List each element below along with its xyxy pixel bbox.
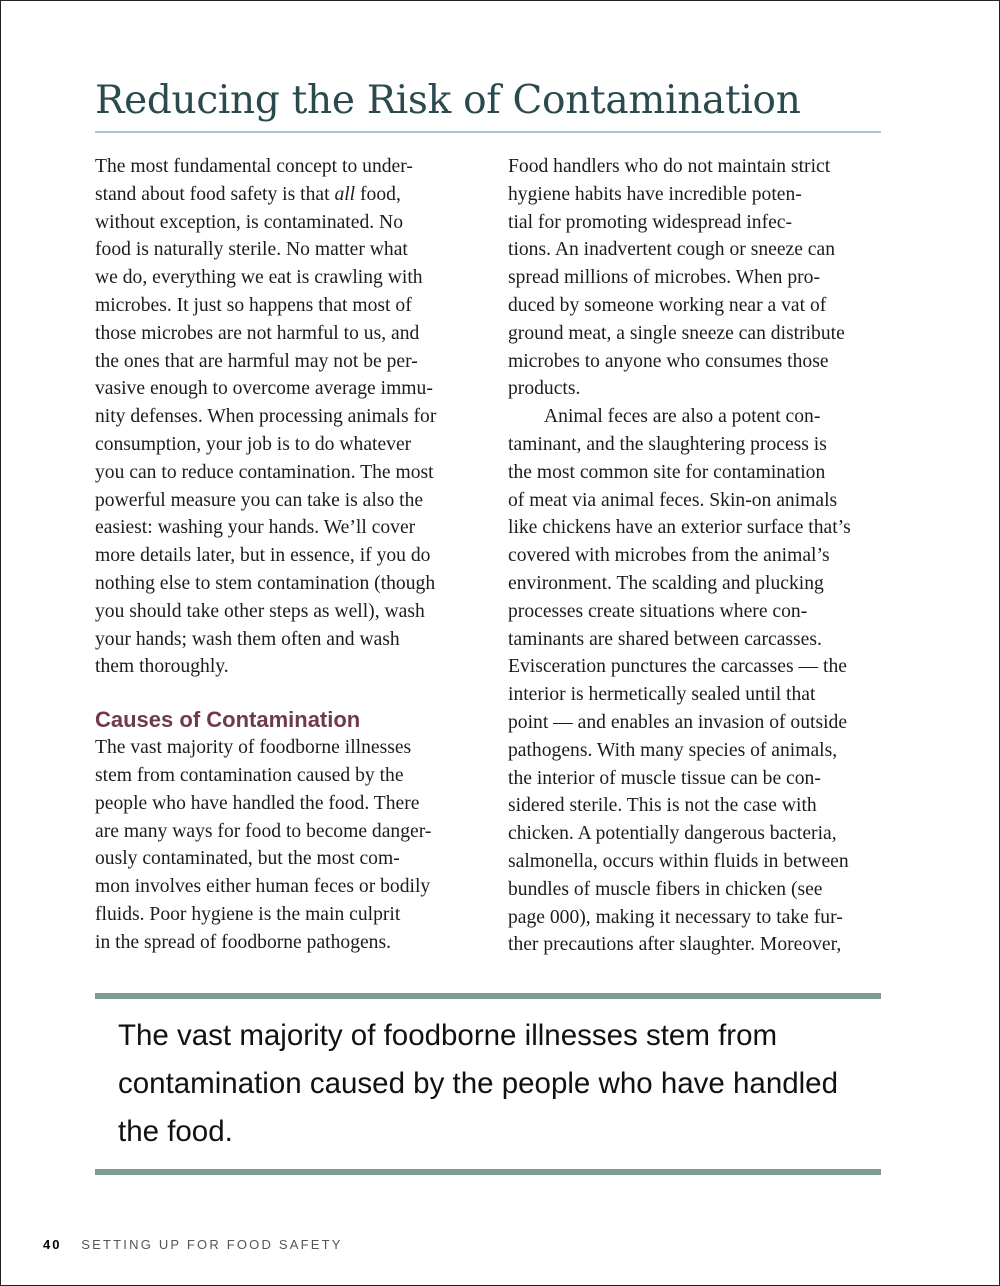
running-footer-section: SETTING UP FOR FOOD SAFETY — [81, 1237, 343, 1252]
title-rule — [95, 131, 881, 133]
text-line: ther precautions after slaughter. Moreover, — [508, 934, 842, 956]
text-line: spread millions of microbes. When pro- — [508, 267, 820, 289]
pull-quote-line: the food. — [118, 1115, 233, 1148]
text-line: those microbes are not harmful to us, and — [95, 322, 420, 344]
text-line: The most fundamental concept to under- — [95, 156, 413, 177]
text-line: duced by someone working near a vat of — [508, 294, 827, 316]
text-line-with-italic: stand about food safety is that all food, — [95, 183, 401, 205]
text-line: Evisceration punctures the carcasses — the — [508, 656, 847, 678]
text-line: them thoroughly. — [95, 656, 229, 678]
pull-quote-top-rule — [95, 993, 881, 999]
text-line: powerful measure you can take is also the — [95, 489, 424, 511]
intro-paragraph — [95, 153, 475, 681]
text-line: microbes. It just so happens that most of — [95, 294, 412, 316]
text-line: food is naturally sterile. No matter what — [95, 239, 408, 261]
text-line: The vast majority of foodborne illnesses — [95, 737, 412, 759]
text-line: processes create situations where con- — [508, 600, 808, 622]
text-line: bundles of muscle fibers in chicken (see — [508, 878, 823, 900]
text-line: mon involves either human feces or bodily — [95, 876, 431, 898]
pull-quote-line: The vast majority of foodborne illnesses stem from — [118, 1019, 778, 1052]
text-line: vasive enough to overcome average immu- — [95, 378, 433, 400]
text-line: nity defenses. When processing animals for — [95, 406, 437, 428]
text-line: hygiene habits have incredible poten- — [508, 183, 802, 205]
text-line: like chickens have an exterior surface that’s — [508, 517, 851, 539]
text-line: without exception, is contaminated. No — [95, 211, 403, 233]
text-line: salmonella, occurs within fluids in between — [508, 850, 849, 872]
text-line: the interior of muscle tissue can be con- — [508, 767, 821, 789]
text-line: consumption, your job is to do whatever — [95, 433, 412, 455]
text-line: the most common site for contamination — [508, 461, 826, 483]
text-line: you should take other steps as well), wash — [95, 600, 425, 622]
text-line: we do, everything we eat is crawling with — [95, 267, 423, 289]
text-line: the ones that are harmful may not be per- — [95, 350, 418, 372]
page-footer — [43, 1237, 343, 1252]
text-line: of meat via animal feces. Skin-on animals — [508, 489, 838, 511]
page-title: Reducing the Risk of Contamination — [95, 78, 801, 123]
section-subheading: Causes of Contamination — [95, 707, 361, 733]
pull-quote-bottom-rule — [95, 1169, 881, 1175]
text-line: ground meat, a single sneeze can distribute — [508, 322, 845, 344]
text-line: chicken. A potentially dangerous bacteria, — [508, 823, 837, 845]
text-line: covered with microbes from the animal’s — [508, 545, 830, 567]
text-line: products. — [508, 378, 581, 400]
text-line: page 000), making it necessary to take fur- — [508, 906, 843, 928]
text-line: ously contaminated, but the most com- — [95, 848, 400, 870]
text-line: are many ways for food to become danger- — [95, 820, 432, 842]
text-line: point — and enables an invasion of outside — [508, 711, 848, 733]
text-line: you can to reduce contamination. The most — [95, 461, 434, 483]
text-line: microbes to anyone who consumes those — [508, 350, 829, 372]
page-number: 40 — [43, 1237, 62, 1252]
left-column — [95, 153, 475, 957]
text-line: Food handlers who do not maintain strict — [508, 156, 831, 177]
text-line: easiest: washing your hands. We’ll cover — [95, 517, 416, 539]
pull-quote — [118, 1012, 878, 1156]
text-line: tial for promoting widespread infec- — [508, 211, 793, 233]
right-column — [508, 153, 888, 959]
text-line: pathogens. With many species of animals, — [508, 739, 838, 761]
text-line: fluids. Poor hygiene is the main culprit — [95, 903, 401, 925]
text-line: people who have handled the food. There — [95, 792, 420, 814]
text-line: sidered sterile. This is not the case with — [508, 795, 817, 817]
text-line: tions. An inadvertent cough or sneeze can — [508, 239, 835, 261]
text-line: in the spread of foodborne pathogens. — [95, 931, 392, 953]
pull-quote-line: contamination caused by the people who have handled — [118, 1067, 838, 1100]
text-line: Animal feces are also a potent con- — [544, 406, 821, 428]
causes-paragraph — [95, 734, 475, 956]
animal-feces-paragraph — [508, 403, 888, 959]
food-handlers-paragraph — [508, 153, 888, 403]
text-line: taminants are shared between carcasses. — [508, 628, 822, 650]
text-line: more details later, but in essence, if you do — [95, 545, 431, 567]
text-line: nothing else to stem contamination (though — [95, 572, 436, 594]
text-line: environment. The scalding and plucking — [508, 572, 824, 594]
text-line: taminant, and the slaughtering process is — [508, 433, 827, 455]
text-line: your hands; wash them often and wash — [95, 628, 400, 650]
text-line: interior is hermetically sealed until that — [508, 684, 816, 706]
text-line: stem from contamination caused by the — [95, 764, 404, 786]
